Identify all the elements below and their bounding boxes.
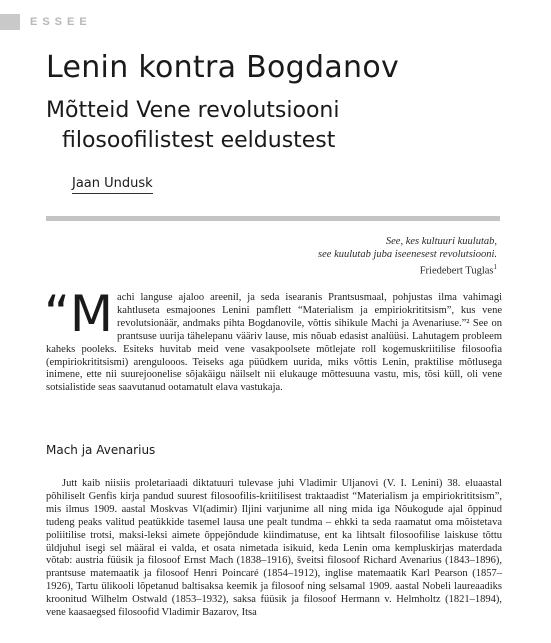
lead-text: achi languse ajaloo areenil, ja seda isearanis Prantsusmaal, pohjustas ilma vahimagi kahtluseta esmajoones Lenini pamflett “Materialism ja empiriokrititsism”, kus vene revolutsionäär, andmaks pihta Bogdanovile, võttis sihikule Machi ja Avenariuse.”² See on prantsuse uurija tähelepanu vääriv lause, mis nõuab edasist analüüsi. Lahutagem probleem kaheks pooleks. Esiteks huvitab meid vene vasakpoolsete mõtlejate roll kogemuskriitilise filosoofia (empiriokrititsismi) arengulooos. Teiseks aga püüdkem uurida, miks võttis Lenin, praktilise mõtlusega inimene, ette nii suurejoonelise sõjakäigu näilselt nii elukauge mõttesuuna vastu, mis, tõsi küll, oli vene sotsialistide seas saavutanud ootamatult elava vastukaja. <box>46 292 502 394</box>
epigraph-line-2: see kuulutab juba iseenesest revolutsiooni. <box>318 249 497 260</box>
epigraph-author <box>318 261 497 278</box>
article-title: Lenin kontra Bogdanov <box>46 50 400 85</box>
epigraph-footnote-mark[interactable]: 1 <box>493 263 497 271</box>
article-subtitle <box>46 96 506 156</box>
article-author: Jaan Undusk <box>72 176 153 194</box>
epigraph-author-name: Friedebert Tuglas <box>419 265 494 277</box>
section-label-text: ESSEE <box>30 16 92 28</box>
drop-cap: “M <box>44 285 114 343</box>
epigraph-line-1: See, kes kultuuri kuulutab, <box>385 236 497 247</box>
lead-paragraph <box>44 285 502 395</box>
subtitle-line-1: Mõtteid Vene revolutsiooni <box>46 98 340 123</box>
subtitle-line-2: filosoofilistest eeldustest <box>62 128 336 153</box>
section-heading: Mach ja Avenarius <box>46 443 156 457</box>
header-rule <box>46 216 500 221</box>
body-paragraph: Jutt kaib niisiis proletariaadi diktatuuri tulevase juhi Vladimir Uljanovi (V. I. Lenini) 38. eluaastal põhiliselt Genfis kirja pandud suurest filosoofilis-kriitilisest traktaadist “Materialism ja empiriokrititsism”, mis ilmus 1909. aastal Moskvas Vl(adimir) Iljini varjunime all ning mida iga Nõukogude ajal õppinud tudeng peaks valitud peatükkide tasemel lausa une pealt tundma – ehkki ta seda raamatut oma mõistetava poliitilise trotsi, maksi-leksi aimete õppejõndude kiindimatuse, ent ka lihtsalt filosoofilise laiskuse tõttu üldjuhul isegi sel määral ei valda, et osata nimetada isikuid, keda Lenin oma kempluskirjas materdada võtab: austria füüsik ja filosoof Ernst Mach (1838–1916), šveitsi filosoof Richard Avenarius (1843–1896), prantsuse matemaatik ja filosoof Henri Poincaré (1854–1912), inglise matemaatik Karl Pearson (1857–1926), Tartu ülikooli lõpetanud baltisaksa keemik ja filosoof ning selsamal 1909. aastal Nobeli laureaadiks kroonitud Wilhelm Ostwald (1853–1932), saksa füüsik ja filosoof Hermann v. Helmholtz (1821–1894), vene kaasaegsed filosoofid Vladimir Bazarov, Itsa <box>46 478 502 619</box>
section-label <box>0 14 92 30</box>
section-marker-bar <box>0 14 20 30</box>
epigraph <box>318 235 497 278</box>
